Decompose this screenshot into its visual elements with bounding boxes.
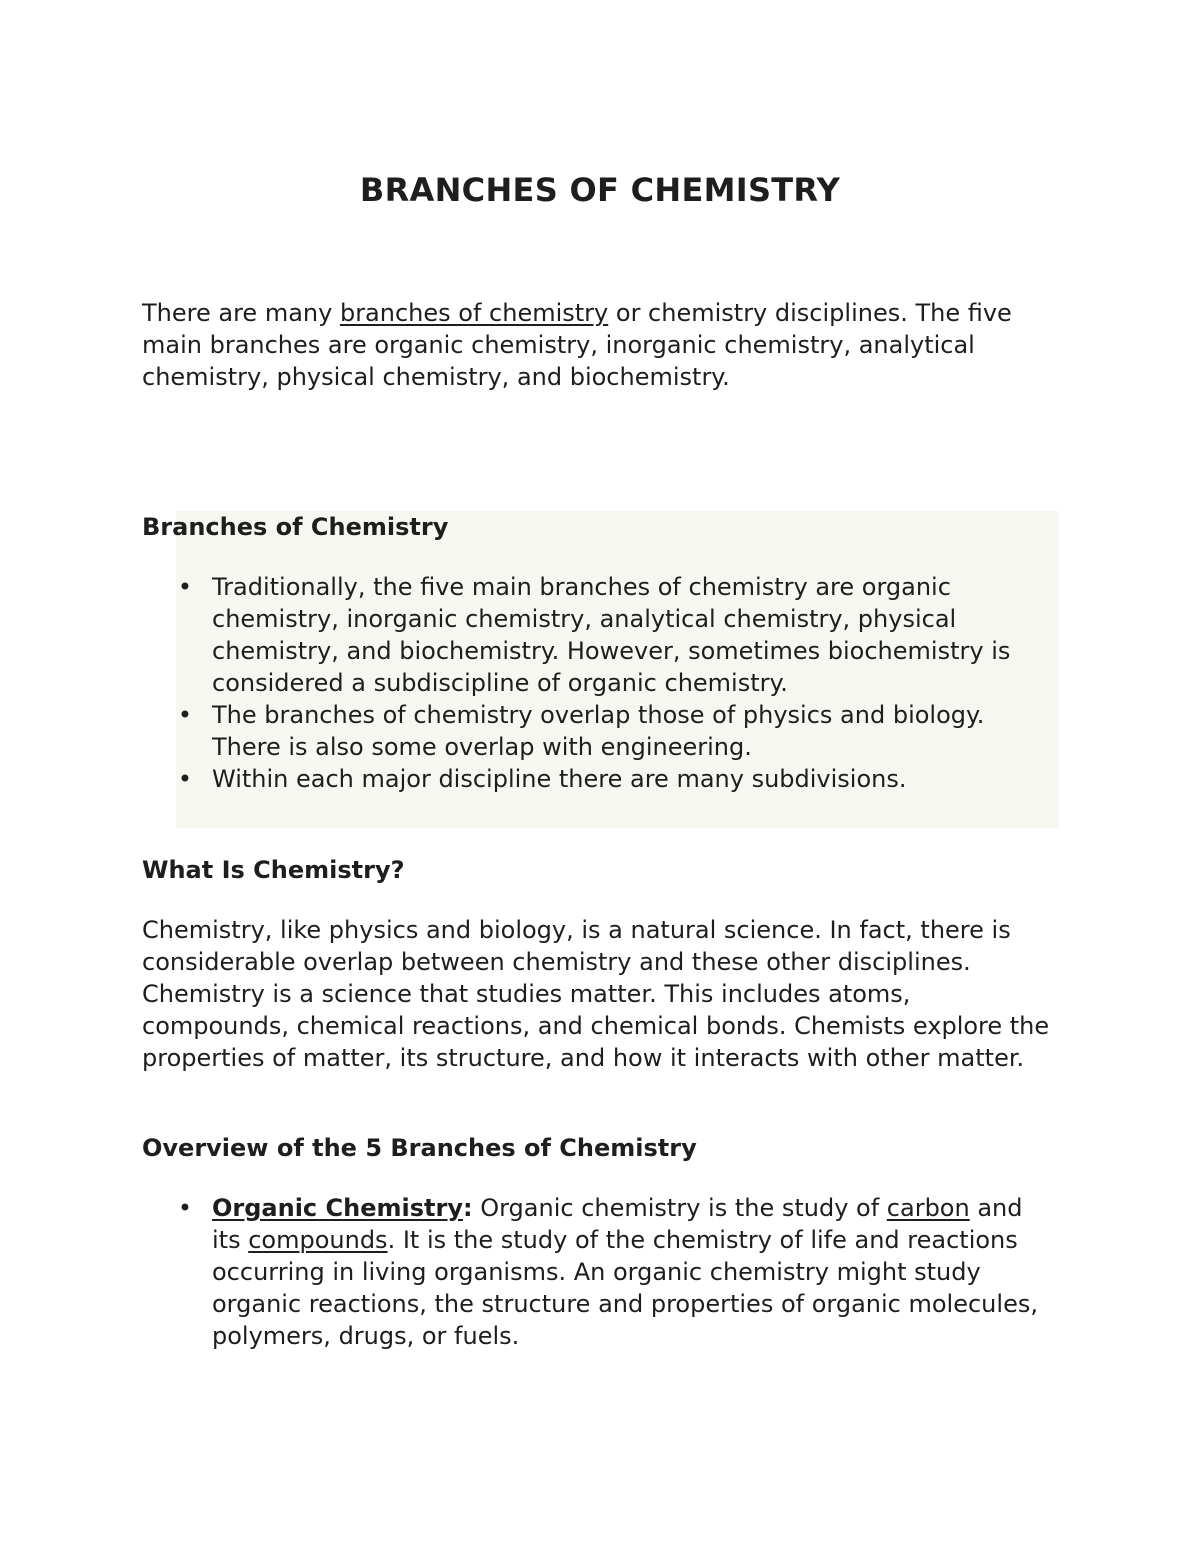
- bullet-icon: •: [177, 701, 193, 729]
- intro-text-start: There are many: [142, 299, 340, 327]
- list-item: [176, 1192, 1056, 1352]
- overview-bullet-list: [176, 1192, 1056, 1352]
- bullet-icon: •: [177, 573, 193, 601]
- intro-paragraph: [142, 297, 1062, 393]
- organic-text-3: . It is the study of the chemistry of life and reactions occurring in living organisms. An organic chemistry might study organic reactions, the structure and properties of organic molecules, polymers, drugs, or fuels.: [212, 1226, 1038, 1350]
- bullet-icon: •: [177, 1194, 193, 1222]
- what-is-chemistry-heading: What Is Chemistry?: [142, 856, 405, 884]
- branches-heading: Branches of Chemistry: [142, 513, 449, 541]
- list-item: [176, 763, 1056, 795]
- organic-chemistry-link[interactable]: Organic Chemistry: [212, 1194, 463, 1222]
- intro-text-end: or chemistry disciplines. The five main branches are organic chemistry, inorganic chemistry, analytical chemistry, physical chemistry, and biochemistry.: [142, 299, 1012, 391]
- list-item-text: Traditionally, the five main branches of chemistry are organic chemistry, inorganic chemistry, analytical chemistry, physical chemistry, and biochemistry. However, sometimes biochemistry is considered a subdiscipline of organic chemistry.: [212, 573, 1011, 697]
- bullet-icon: •: [177, 765, 193, 793]
- organic-text-1: Organic chemistry is the study of: [472, 1194, 887, 1222]
- compounds-link[interactable]: compounds: [248, 1226, 388, 1254]
- branches-bullet-list: [176, 571, 1056, 795]
- overview-heading: Overview of the 5 Branches of Chemistry: [142, 1134, 697, 1162]
- list-item: [176, 571, 1056, 699]
- organic-text-2: and its: [212, 1194, 1023, 1254]
- what-is-chemistry-paragraph: Chemistry, like physics and biology, is a natural science. In fact, there is considerable overlap between chemistry and these other disciplines. Chemistry is a science that studies matter. This includes atoms, compounds, chemical reactions, and chemical bonds. Chemists explore the properties of matter, its structure, and how it interacts with other matter.: [142, 916, 1050, 1072]
- branches-of-chemistry-link[interactable]: branches of chemistry: [339, 299, 609, 327]
- carbon-link[interactable]: carbon: [886, 1194, 970, 1222]
- list-item-text: Within each major discipline there are many subdivisions.: [212, 765, 907, 793]
- list-item: [176, 699, 1056, 763]
- term-colon: :: [462, 1194, 473, 1222]
- list-item-text: The branches of chemistry overlap those of physics and biology. There is also some overlap with engineering.: [212, 701, 985, 761]
- page-title: BRANCHES OF CHEMISTRY: [359, 171, 841, 209]
